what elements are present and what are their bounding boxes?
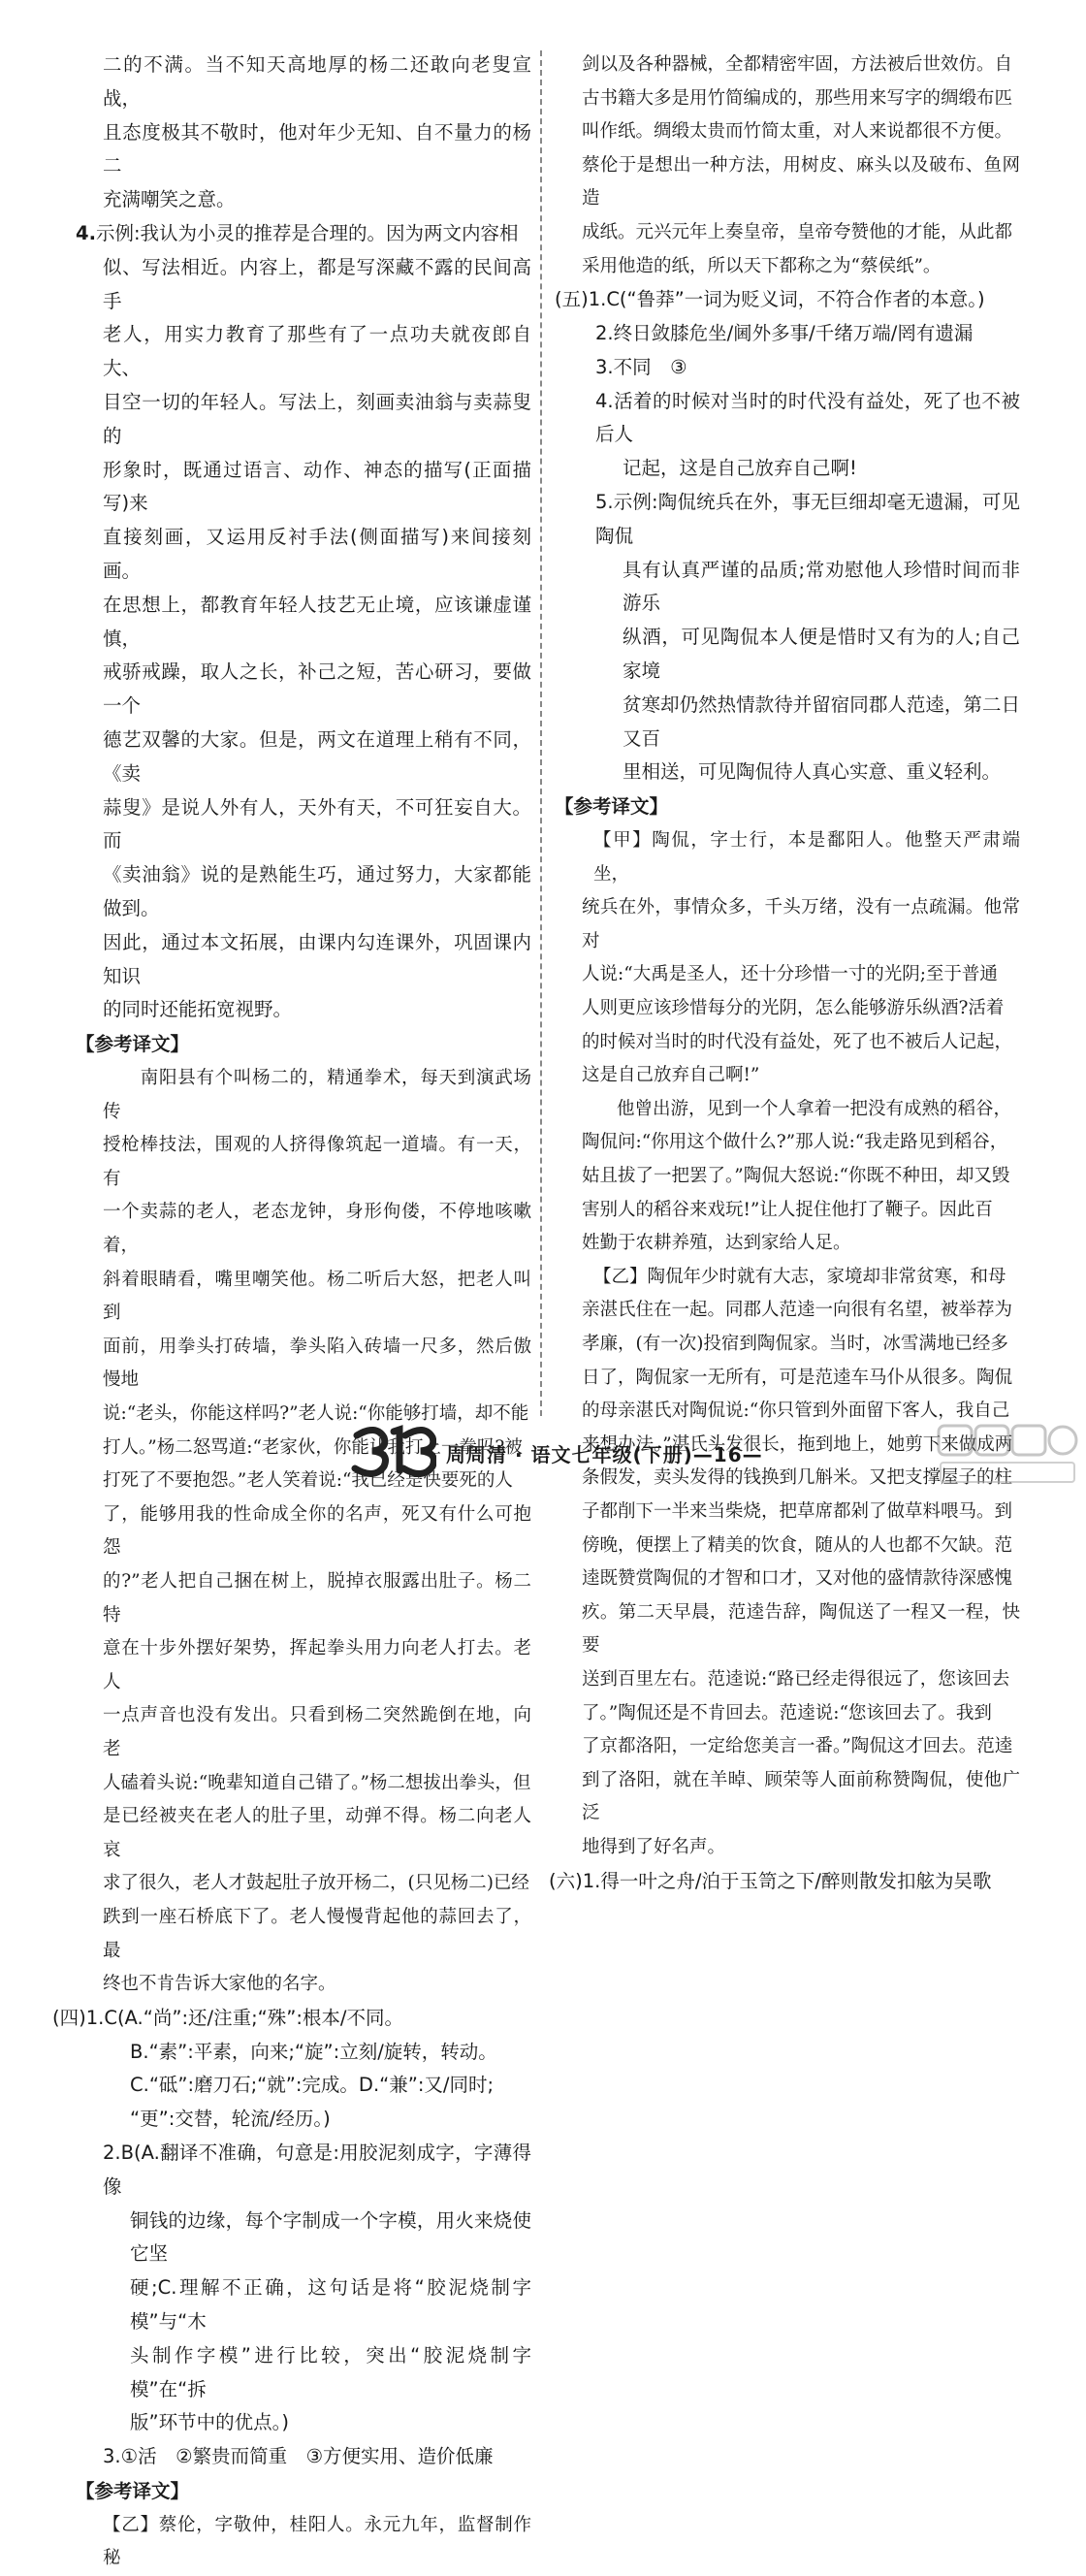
text-line: 2.B(A.翻译不准确，句意是:用胶泥刻成字，字薄得像 [103, 2141, 531, 2198]
text-line: 【乙】蔡伦，字敬仲，桂阳人。永元九年，监督制作秘 [103, 2514, 531, 2569]
text-line: 孝廉，(有一次)投宿到陶侃家。当时，冰雪满地已经多 [582, 1334, 1008, 1355]
text-line: 二的不满。当不知天高地厚的杨二还敢向老叟宣战， [103, 53, 531, 110]
text-line: 姑且拔了一把罢了。”陶侃大怒说:“你既不种田，却又毁 [582, 1166, 1010, 1187]
text-line: 条假发，卖头发得的钱换到几斛米。又把支撑屋子的柱 [582, 1467, 1013, 1489]
text-line: 一个卖蒜的老人，老态龙钟，身形佝偻，不停地咳嗽着， [103, 1202, 531, 1257]
text-line: 意在十步外摆好架势，挥起拳头用力向老人打去。老人 [103, 1638, 531, 1692]
text-line: 头制作字模”进行比较，突出“胶泥烧制字模”在“拆 [130, 2343, 531, 2400]
text-line: 斜着眼睛看，嘴里嘲笑他。杨二听后大怒，把老人叫到 [103, 1269, 531, 1324]
text-line: 【乙】陶侃年少时就有大志，家境却非常贫寒，和母 [593, 1266, 1006, 1287]
text-line: 的时候对当时的时代没有益处，死了也不被后人记起， [582, 1031, 1013, 1052]
text-line: 面前，用拳头打砖墙，拳头陷入砖墙一尺多，然后傲慢地 [103, 1336, 531, 1391]
reference-translation-1 [76, 1062, 531, 2002]
reference-translation-header: 【参考译文】 [76, 2479, 190, 2502]
reference-translation-header: 【参考译文】 [555, 795, 669, 819]
text-line: 3.不同 ③ [595, 355, 687, 378]
q4-answer [76, 217, 531, 1027]
text-line: 里相送，可见陶侃待人真心实意、重义轻利。 [623, 760, 1002, 784]
text-line: 说:“老头，你能这样吗?”老人说:“你能够打墙，却不能 [103, 1403, 529, 1425]
text-line: 具有认真严谨的品质;常劝慰他人珍惜时间而非游乐 [623, 558, 1020, 615]
section-5 [555, 283, 1020, 789]
text-line: 跌到一座石桥底下了。老人慢慢背起他的蒜回去了，最 [103, 1906, 531, 1961]
brand-logo-icon [349, 1422, 436, 1480]
text-line: 子都削下一半来当柴烧，把草席都剁了做草料喂马。到 [582, 1500, 1013, 1522]
text-line: 到了洛阳，就在羊晫、顾荣等人面前称赞陶侃，使他广泛 [582, 1769, 1020, 1824]
text-line: 叫作纸。绸缎太贵而竹简太重，对人来说都很不方便。 [582, 121, 1013, 143]
text-line: 贫寒却仍然热情款待并留宿同郡人范逵，第二日又百 [623, 692, 1020, 750]
text-line: 打死了不要抱怨。”老人笑着说:“我已经是快要死的人 [103, 1470, 513, 1492]
reference-translation-3 [555, 824, 1020, 1864]
left-column [52, 48, 531, 2576]
text-line-content: 1.C(A.“尚”:还/注重;“殊”:根本/不同。 [85, 2006, 404, 2029]
question-number: 4. [76, 221, 96, 244]
text-line: 戒骄戒躁，取人之长，补己之短，苦心研习，要做一个 [103, 660, 531, 718]
text-line: 一点声音也没有发出。只看到杨二突然跪倒在地，向老 [103, 1705, 531, 1759]
section-6-q1: (六)1.得一叶之舟/泊于玉笥之下/醉则散发扣舷为吴歌 [549, 1869, 992, 1892]
section-label: (四) [52, 2006, 86, 2029]
text-line [76, 217, 531, 251]
text-line: 逵既赞赏陶侃的才智和口才，又对他的盛情款待深感愧 [582, 1568, 1013, 1590]
text-line: 硬;C.理解不正确，这句话是将“胶泥烧制字模”与“木 [130, 2276, 531, 2333]
text-line-content: 南阳县有个叫杨二的，精通拳术，每天到演武场传 [103, 1068, 531, 1122]
text-line: 地得到了好名声。 [582, 1836, 726, 1857]
text-line: 授枪棒技法，围观的人挤得像筑起一道墙。有一天，有 [103, 1135, 531, 1189]
text-line: 古书籍大多是用竹简编成的，那些用来写字的绸缎布匹 [582, 87, 1013, 109]
text-line: 形象时，既通过语言、动作、神态的描写(正面描写)来 [103, 458, 531, 515]
text-line: 亲湛氏住在一起。同郡人范逵一向很有名望，被举荐为 [582, 1300, 1013, 1321]
text-line: 铜钱的边缘，每个字制成一个字模，用火来烧使它坚 [130, 2208, 531, 2266]
text-line: 了京都洛阳，一定给您美言一番。”陶侃这才回去。范逵 [582, 1736, 1013, 1757]
q4-line: 示例:我认为小灵的推荐是合理的。因为两文内容相 [95, 221, 519, 244]
text-line: 5.示例:陶侃统兵在外，事无巨细却毫无遗漏，可见陶侃 [595, 490, 1020, 547]
text-line: 日了，陶侃家一无所有，可是范逵车马仆从很多。陶侃 [582, 1367, 1013, 1388]
right-column [549, 48, 1020, 1898]
text-line: 因此，通过本文拓展，由课内勾连课外，巩固课内知识 [103, 930, 531, 987]
text-line: 姓勤于农耕养殖，达到家给人足。 [582, 1233, 851, 1254]
text-line: (五)1.C(“鲁莽”一词为贬义词，不符合作者的本意。) [555, 288, 985, 311]
text-line: 送到百里左右。范逵说:“路已经走得很远了，您该回去 [582, 1668, 1010, 1690]
text-line: 害别人的稻谷来戏玩!”让人捉住他打了鞭子。因此百 [582, 1199, 993, 1220]
text-line: 纵酒，可见陶侃本人便是惜时又有为的人;自己家境 [623, 626, 1020, 682]
text-line: 目空一切的年轻人。写法上，刻画卖油翁与卖蒜叟的 [103, 390, 531, 447]
text-line: 老人，用实力教育了那些有了一点功夫就夜郎自大、 [103, 323, 531, 380]
text-line: 4.活着的时候对当时的时代没有益处，死了也不被后人 [595, 389, 1020, 446]
watermark-logo-icon [935, 1422, 1080, 1486]
text-line: C.“砥”:磨刀石;“就”:完成。D.“兼”:又/同时; [130, 2074, 495, 2097]
text-line: 剑以及各种器械，全都精密牢固，方法被后世效仿。自 [582, 54, 1013, 75]
text-line: 打人。”杨二怒骂道:“老家伙，你能让我打上一拳吗?被 [103, 1436, 523, 1458]
text-line: 傍晚，便摆上了精美的饮食，随从的人也都不欠缺。范 [582, 1534, 1013, 1556]
text-line: 的母亲湛氏对陶侃说:“你只管到外面留下客人，我自己 [582, 1401, 1010, 1422]
column-divider [540, 50, 542, 1416]
text-line: 3.①活 ②繁贵而简重 ③方便实用、造价低廉 [103, 2445, 494, 2468]
text-line: 采用他造的纸，所以天下都称之为“蔡侯纸”。 [582, 255, 942, 276]
text-line [52, 2002, 531, 2036]
text-line: 陶侃问:“你用这个做什么?”那人说:“我走路见到稻谷， [582, 1132, 1008, 1153]
text-line: 终也不肯告诉大家他的名字。 [103, 1974, 336, 1995]
text-line: 了，能够用我的性命成全你的名声，死又有什么可抱怨 [103, 1503, 531, 1559]
text-line: 他曾出游，见到一个人拿着一把没有成熟的稻谷， [617, 1098, 1012, 1119]
text-line: 的?”老人把自己捆在树上，脱掉衣服露出肚子。杨二特 [103, 1571, 531, 1626]
reference-translation-header: 【参考译文】 [76, 1033, 190, 1056]
reference-translation-2-continued [555, 48, 1020, 283]
text-line: 了。”陶侃还是不肯回去。范逵说:“您该回去了。我到 [582, 1702, 992, 1723]
text-line: “更”:交替，轮流/经历。) [130, 2108, 331, 2131]
text-line: 疚。第二天早晨，范逵告辞，陶侃送了一程又一程，快要 [582, 1601, 1020, 1657]
text-line: 统兵在外，事情众多，千头万绪，没有一点疏漏。他常对 [582, 897, 1020, 951]
text-line: 【甲】陶侃，字士行，本是鄱阳人。他整天严肃端坐， [593, 830, 1020, 885]
text-line: 似、写法相近。内容上，都是写深藏不露的民间高手 [103, 255, 531, 312]
text-line: 版”环节中的优点。) [130, 2411, 289, 2434]
text-line: 是已经被夹在老人的肚子里，动弹不得。杨二向老人哀 [103, 1806, 531, 1860]
q3-continuation [76, 48, 531, 217]
text-line: 人则更应该珍惜每分的光阴，怎么能够游乐纵酒?活着 [582, 998, 1005, 1019]
text-line: 人说:“大禹是圣人，还十分珍惜一寸的光阴;至于普通 [582, 964, 998, 985]
text-line: 在思想上，都教育年轻人技艺无止境，应该谦虚谨慎， [103, 593, 531, 650]
text-line: 充满嘲笑之意。 [103, 188, 236, 211]
text-line: 德艺双馨的大家。但是，两文在道理上稍有不同，《卖 [103, 727, 531, 785]
text-line: 来想办法。”湛氏头发很长，拖到地上，她剪下来做成两 [582, 1433, 1013, 1455]
text-line: 且态度极其不敬时，他对年少无知、自不量力的杨二 [103, 120, 531, 177]
text-line: B.“素”:平素，向来;“旋”:立刻/旋转，转动。 [130, 2040, 497, 2063]
text-line [76, 1062, 531, 1129]
text-line: 人磕着头说:“晚辈知道自己错了。”杨二想拔出拳头，但 [103, 1772, 531, 1793]
section-4 [52, 2002, 531, 2474]
text-line: 蒜叟》是说人外有人，天外有天，不可狂妄自大。而 [103, 795, 531, 853]
text-line: 记起，这是自己放弃自己啊! [623, 457, 857, 480]
text-line: 这是自己放弃自己啊!” [582, 1065, 760, 1086]
text-line: 求了很久，老人才鼓起肚子放开杨二，(只见杨二)已经 [103, 1873, 529, 1894]
text-line: 蔡伦于是想出一种方法，用树皮、麻头以及破布、鱼网造 [582, 154, 1020, 209]
text-line: 2.终日敛膝危坐/阃外多事/千绪万端/罔有遗漏 [595, 321, 974, 344]
text-line: 直接刻画，又运用反衬手法(侧面描写)来间接刻画。 [103, 526, 531, 582]
text-line: 的同时还能拓宽视野。 [103, 998, 293, 1021]
footer-text: 周周清 · 语文七年级(下册)—16— [446, 1443, 763, 1466]
text-line: 成纸。元兴元年上奏皇帝，皇帝夸赞他的才能，从此都 [582, 221, 1013, 242]
text-line: 《卖油翁》说的是熟能生巧，通过努力，大家都能做到。 [103, 863, 531, 919]
page-footer [0, 1418, 1086, 1486]
